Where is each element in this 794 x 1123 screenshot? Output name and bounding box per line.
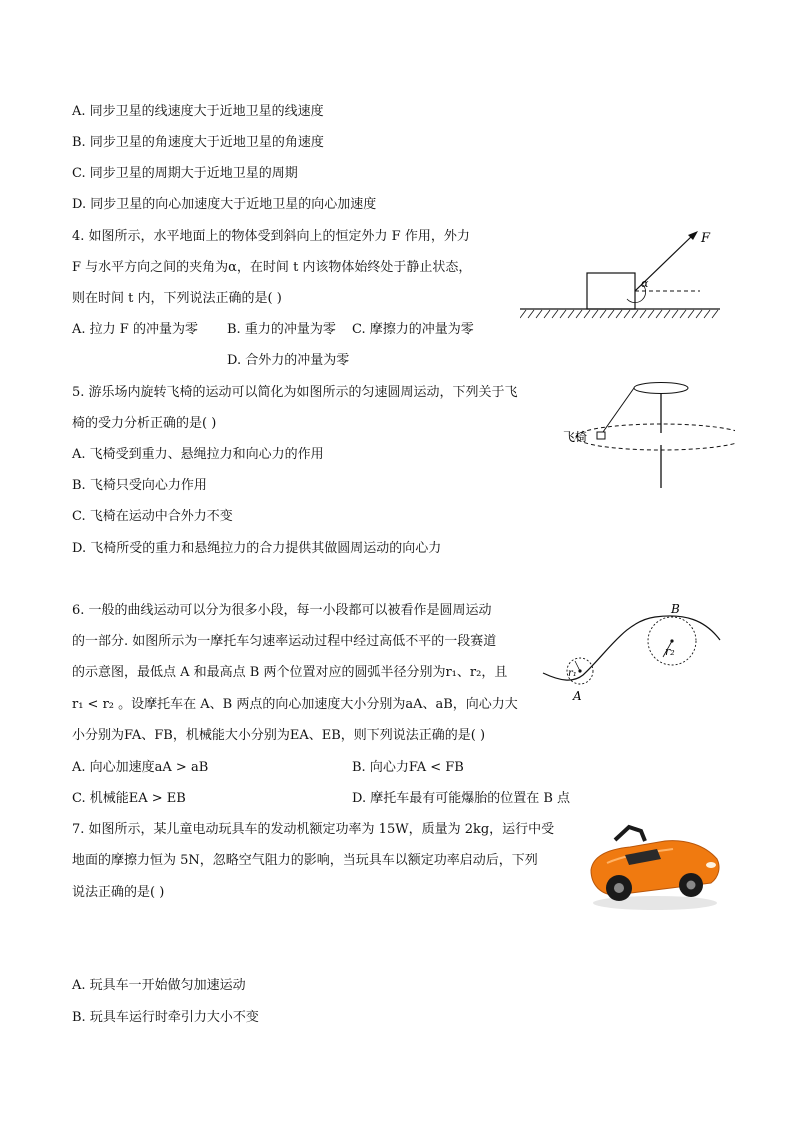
q6-stem-line-4: r₁ < r₂ 。设摩托车在 A、B 两点的向心加速度大小分别为aA、aB，向心力大 bbox=[72, 697, 518, 712]
q7-option-b: B. 玩具车运行时牵引力大小不变 bbox=[72, 1010, 259, 1025]
q6-figure bbox=[535, 595, 730, 705]
q6-option-c: C. 机械能EA > EB bbox=[72, 791, 186, 806]
q4-option-a: A. 拉力 F 的冲量为零 bbox=[72, 322, 198, 337]
q6-stem-line-3: 的示意图，最低点 A 和最高点 B 两个位置对应的圆弧半径分别为r₁、r₂，且 bbox=[72, 665, 508, 680]
q5-figure bbox=[560, 375, 735, 495]
chair bbox=[597, 432, 605, 439]
q7-stem-line-2: 地面的摩擦力恒为 5N，忽略空气阻力的影响，当玩具车以额定功率启动后，下列 bbox=[72, 853, 538, 868]
angle-label: α bbox=[641, 277, 649, 290]
q6-option-b: B. 向心力FA < FB bbox=[352, 760, 464, 775]
q5-stem-line-2: 椅的受力分析正确的是( ) bbox=[72, 416, 217, 431]
q4-stem-line-1: 4. 如图所示，水平地面上的物体受到斜向上的恒定外力 F 作用，外力 bbox=[72, 229, 470, 244]
point-a-label: A bbox=[573, 689, 582, 703]
point-b-label: B bbox=[671, 602, 680, 616]
q5-option-d: D. 飞椅所受的重力和悬绳拉力的合力提供其做圆周运动的向心力 bbox=[72, 541, 442, 556]
q7-stem-line-1: 7. 如图所示，某儿童电动玩具车的发动机额定功率为 15W，质量为 2kg，运行中受 bbox=[72, 822, 555, 837]
q6-stem-line-5: 小分别为FA、FB，机械能大小分别为EA、EB，则下列说法正确的是( ) bbox=[72, 728, 486, 743]
q4-option-b: B. 重力的冲量为零 bbox=[227, 322, 336, 337]
q4-stem-line-3: 则在时间 t 内，下列说法正确的是( ) bbox=[72, 291, 282, 306]
q6-option-d: D. 摩托车最有可能爆胎的位置在 B 点 bbox=[352, 791, 571, 806]
q4-stem-line-2: F 与水平方向之间的夹角为α，在时间 t 内该物体始终处于静止状态， bbox=[72, 260, 472, 275]
q3-option-d: D. 同步卫星的向心加速度大于近地卫星的向心加速度 bbox=[72, 197, 377, 212]
force-label: F bbox=[701, 231, 711, 246]
q7-option-a: A. 玩具车一开始做匀加速运动 bbox=[72, 978, 246, 993]
q3-option-b: B. 同步卫星的角速度大于近地卫星的角速度 bbox=[72, 135, 324, 150]
q4-option-d: D. 合外力的冲量为零 bbox=[227, 353, 350, 368]
q3-option-a: A. 同步卫星的线速度大于近地卫星的线速度 bbox=[72, 104, 324, 119]
q5-option-b: B. 飞椅只受向心力作用 bbox=[72, 478, 207, 493]
q4-figure bbox=[520, 225, 730, 325]
q7-stem-line-3: 说法正确的是( ) bbox=[72, 885, 165, 900]
chair-label: 飞椅 bbox=[563, 430, 588, 444]
q6-stem-line-2: 的一部分. 如图所示为一摩托车匀速率运动过程中经过高低不平的一段赛道 bbox=[72, 634, 497, 649]
q6-option-a: A. 向心加速度aA > aB bbox=[72, 760, 209, 775]
r1-label: r₁ bbox=[568, 668, 577, 679]
q5-stem-line-1: 5. 游乐场内旋转飞椅的运动可以简化为如图所示的匀速圆周运动，下列关于飞 bbox=[72, 385, 518, 400]
q6-stem-line-1: 6. 一般的曲线运动可以分为很多小段，每一小段都可以被看作是圆周运动 bbox=[72, 603, 492, 618]
toy-car-image bbox=[585, 815, 725, 915]
q3-option-c: C. 同步卫星的周期大于近地卫星的周期 bbox=[72, 166, 298, 181]
q5-option-a: A. 飞椅受到重力、悬绳拉力和向心力的作用 bbox=[72, 447, 324, 462]
r2-label: r₂ bbox=[665, 645, 675, 658]
block bbox=[587, 273, 635, 309]
q5-option-c: C. 飞椅在运动中合外力不变 bbox=[72, 509, 233, 524]
q4-option-c: C. 摩擦力的冲量为零 bbox=[352, 322, 474, 337]
